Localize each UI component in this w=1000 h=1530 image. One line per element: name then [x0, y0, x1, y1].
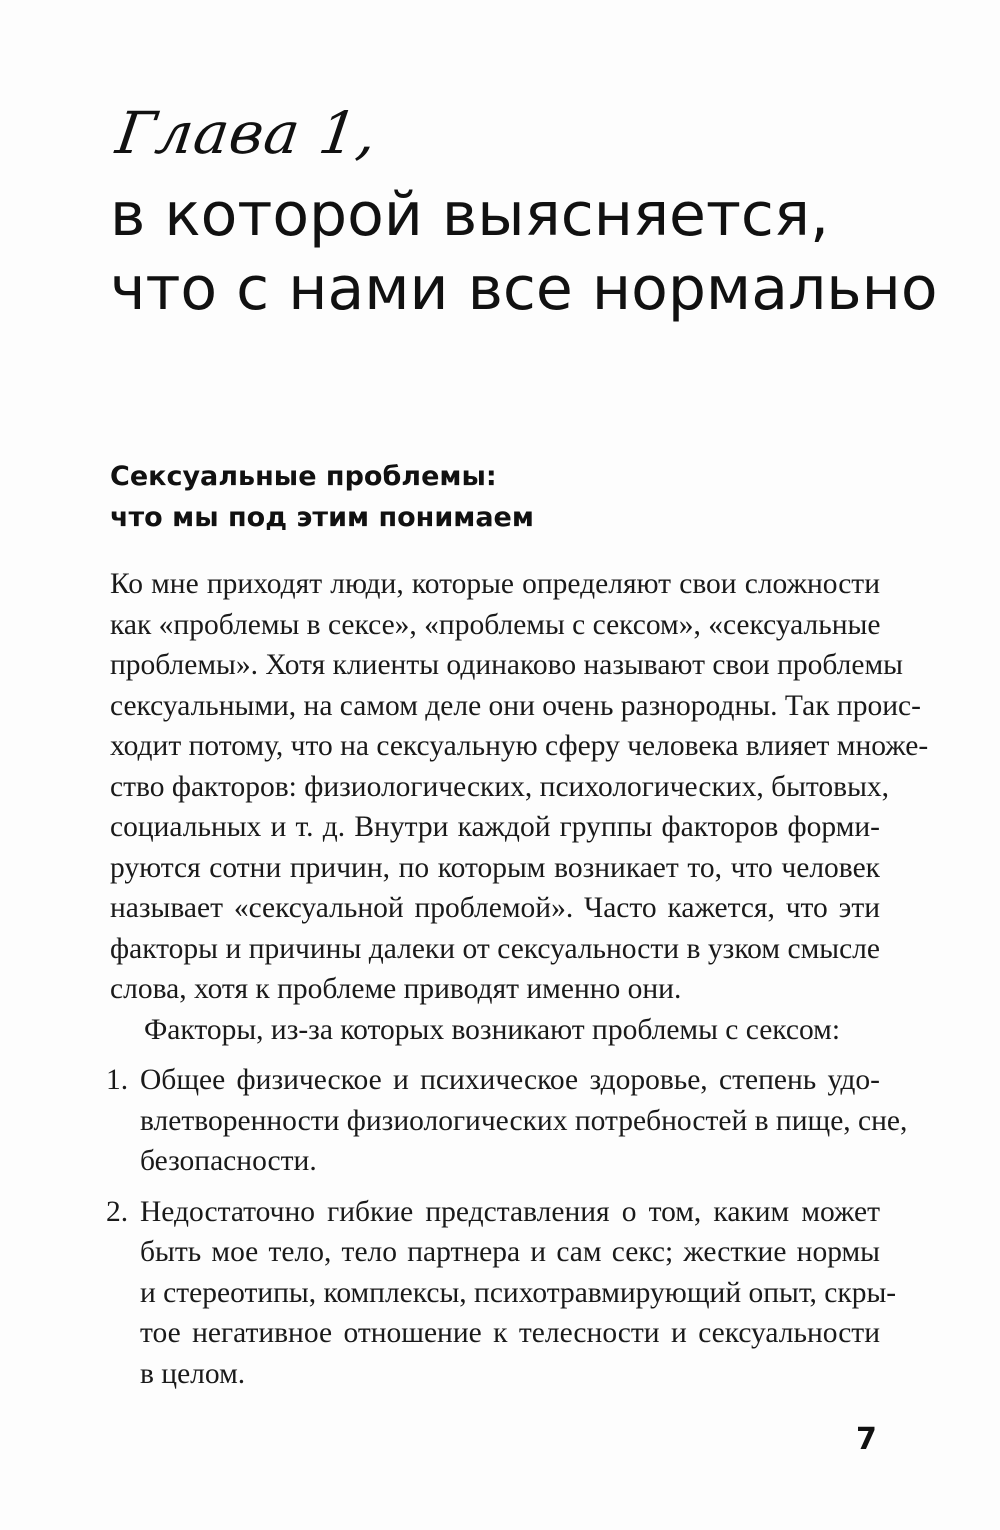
text-line: в целом. [140, 1357, 246, 1390]
text-line: факторы и причины далеки от сексуальности в узком смысле [110, 932, 880, 965]
section-heading-line: Сексуальные проблемы: [110, 461, 497, 492]
chapter-title-line: что с нами все нормально [110, 254, 938, 324]
paragraph-1 [110, 564, 929, 1010]
text-line: и стереотипы, комплексы, психотравмирующий опыт, скры- [140, 1276, 897, 1309]
text-line: руются сотни причин, по которым возникает то, что человек [110, 851, 880, 884]
list-item [106, 1060, 908, 1182]
text-line: тое негативное отношение к телесности и сексуальности [140, 1317, 880, 1349]
list-item [106, 1192, 897, 1395]
chapter-title [110, 178, 938, 326]
text-line: Ко мне приходят люди, которые определяют свои сложности [110, 568, 880, 600]
section-heading [110, 456, 890, 538]
page-number: 7 [856, 1422, 877, 1457]
chapter-title-line: в которой выясняется, [110, 180, 830, 250]
text-line: безопасности. [140, 1145, 317, 1177]
body-text [106, 564, 929, 1394]
text-line: Недостаточно гибкие представления о том, каким может [140, 1195, 880, 1228]
section-heading-line: что мы под этим понимаем [110, 502, 534, 533]
text-line: называет «сексуальной проблемой». Часто кажется, что эти [110, 892, 880, 924]
text-line: Факторы, из-за которых возникают проблемы с сексом: [144, 1013, 841, 1046]
text-line: сексуальными, на самом деле они очень разнородны. Так проис- [110, 689, 921, 722]
text-line: влетворенности физиологических потребностей в пище, сне, [140, 1104, 908, 1137]
text-line: быть мое тело, тело партнера и сам секс; жесткие нормы [140, 1236, 880, 1268]
list-number: 2. [106, 1195, 129, 1228]
text-line: как «проблемы в сексе», «проблемы с сексом», «сексуальные [110, 608, 881, 641]
text-line: проблемы». Хотя клиенты одинаково называют свои проблемы [110, 649, 903, 681]
text-line: слова, хотя к проблеме приводят именно они. [110, 973, 682, 1005]
text-line: Общее физическое и психическое здоровье, степень удо- [140, 1064, 880, 1096]
list-number: 1. [106, 1064, 129, 1096]
text-line: ство факторов: физиологических, психологических, бытовых, [110, 770, 890, 803]
text-line: социальных и т. д. Внутри каждой группы факторов форми- [110, 811, 880, 843]
text-line: ходит потому, что на сексуальную сферу человека влияет множе- [110, 730, 929, 762]
chapter-label: Глава 1, [112, 99, 382, 167]
paragraph-2 [110, 1010, 880, 1051]
